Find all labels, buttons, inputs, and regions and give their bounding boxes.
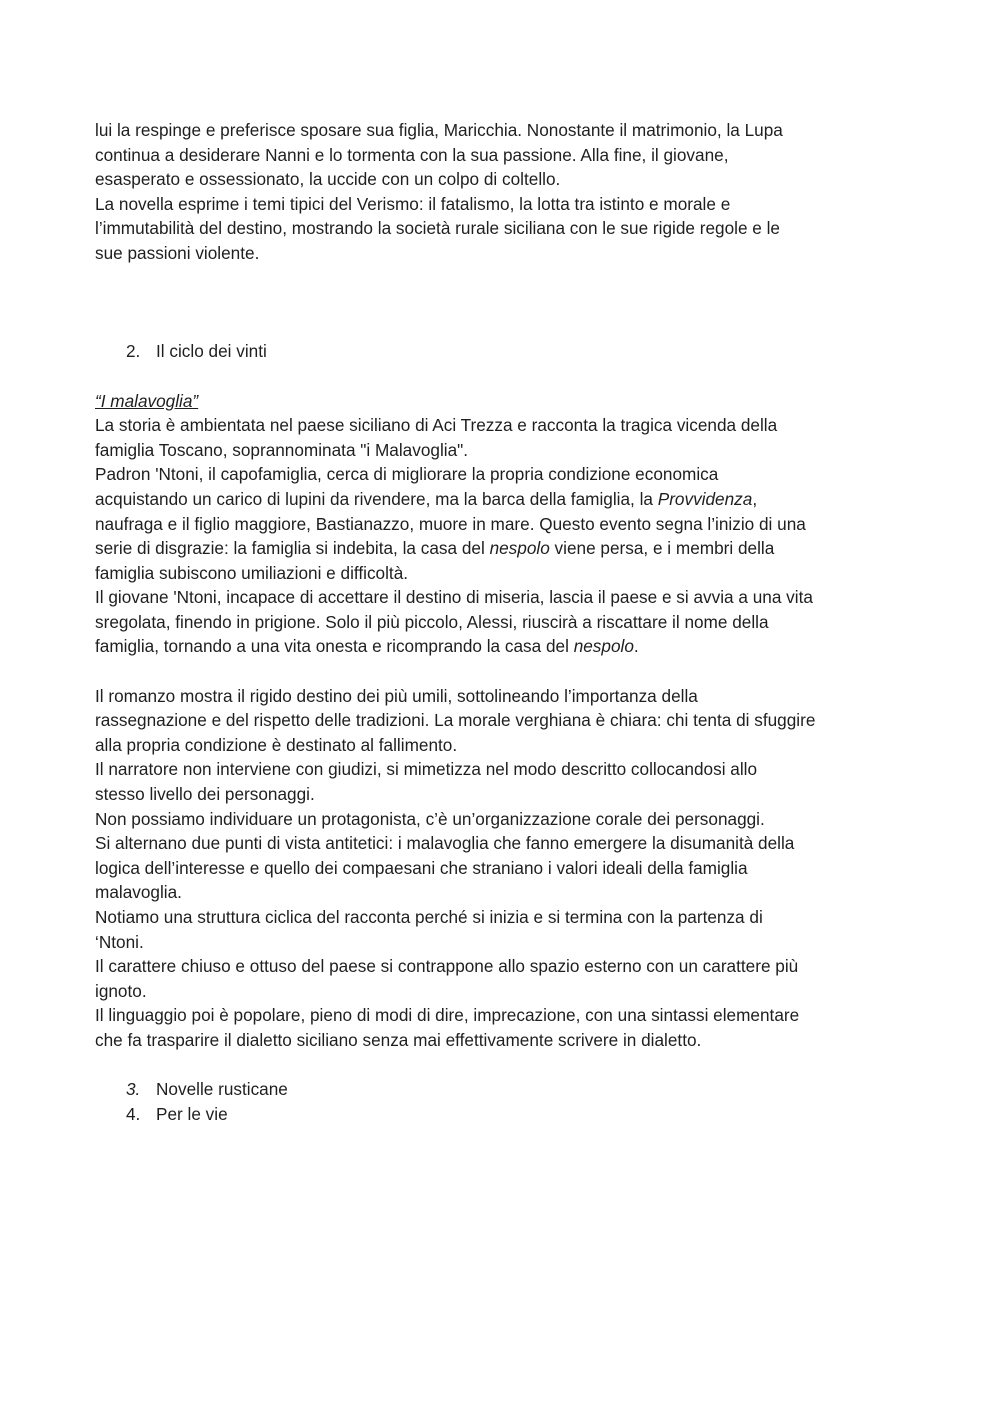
text-line: malavoglia. (95, 882, 182, 903)
text-line: famiglia Toscano, soprannominata "i Malavoglia". (95, 439, 469, 460)
text-line: esasperato e ossessionato, la uccide con un colpo di coltello. (95, 169, 561, 190)
text-line: sregolata, finendo in prigione. Solo il più piccolo, Alessi, riuscirà a riscattare il nome della (95, 611, 769, 632)
book-title: “I malavoglia” (95, 390, 199, 411)
list-label: Novelle rusticane (156, 1079, 288, 1100)
text-line: sue passioni violente. (95, 242, 260, 263)
text-line: Non possiamo individuare un protagonista, c’è un’organizzazione corale dei personaggi. (95, 808, 765, 829)
text-line: Il carattere chiuso e ottuso del paese si contrappone allo spazio esterno con un carattere più (95, 956, 799, 977)
book-section (95, 389, 915, 660)
text-line: famiglia subiscono umiliazioni e difficoltà. (95, 562, 409, 583)
text-line: continua a desiderare Nanni e lo tormenta con la sua passione. Alla fine, il giovane, (95, 144, 729, 165)
list-number: 3. (126, 1079, 141, 1100)
text-line: alla propria condizione è destinato al fallimento. (95, 734, 458, 755)
list-item (126, 1077, 915, 1102)
section-heading (95, 339, 915, 364)
section-list (95, 1077, 915, 1126)
text-line: La storia è ambientata nel paese siciliano di Aci Trezza e racconta la tragica vicenda della (95, 415, 778, 436)
intro-paragraph (95, 118, 915, 266)
text-line: che fa trasparire il dialetto siciliano senza mai effettivamente scrivere in dialetto. (95, 1029, 702, 1050)
text-line: lui la respinge e preferisce sposare sua figlia, Maricchia. Nonostante il matrimonio, la Lupa (95, 120, 783, 140)
text-line: Notiamo una struttura ciclica del racconta perché si inizia e si termina con la partenza di (95, 907, 763, 927)
section-number: 2. (126, 341, 141, 362)
text-line: ‘Ntoni. (95, 931, 144, 952)
list-number: 4. (126, 1103, 141, 1124)
section-title: Il ciclo dei vinti (156, 341, 267, 362)
analysis-section (95, 684, 915, 1053)
text-line: La novella esprime i temi tipici del Verismo: il fatalismo, la lotta tra istinto e morale e (95, 193, 731, 214)
text-line: Il narratore non interviene con giudizi, si mimetizza nel modo descritto collocandosi allo (95, 759, 758, 780)
text-line: rassegnazione e del rispetto delle tradizioni. La morale verghiana è chiara: chi tenta di sfuggire (95, 710, 816, 731)
list-label: Per le vie (156, 1103, 228, 1124)
text-line: famiglia, tornando a una vita onesta e ricomprando la casa del nespolo. (95, 636, 639, 657)
text-line: Si alternano due punti di vista antitetici: i malavoglia che fanno emergere la disumanità della (95, 833, 795, 854)
text-line: naufraga e il figlio maggiore, Bastianazzo, muore in mare. Questo evento segna l’inizio di una (95, 513, 806, 534)
text-line: logica dell’interesse e quello dei compaesani che straniano i valori ideali della famiglia (95, 857, 748, 878)
text-line: stesso livello dei personaggi. (95, 784, 315, 805)
text-line: ignoto. (95, 980, 147, 1001)
text-line: Il giovane 'Ntoni, incapace di accettare il destino di miseria, lascia il paese e si avvia a una vita (95, 587, 813, 608)
text-line: serie di disgrazie: la famiglia si indebita, la casa del nespolo viene persa, e i membri della (95, 538, 775, 559)
text-line: Padron 'Ntoni, il capofamiglia, cerca di migliorare la propria condizione economica (95, 464, 719, 485)
text-line: Il linguaggio poi è popolare, pieno di modi di dire, imprecazione, con una sintassi elementare (95, 1005, 800, 1026)
document-page (95, 118, 915, 1126)
text-line: Il romanzo mostra il rigido destino dei più umili, sottolineando l’importanza della (95, 685, 698, 706)
list-item (126, 1102, 915, 1127)
text-line: acquistando un carico di lupini da rivendere, ma la barca della famiglia, la Provvidenza, (95, 488, 758, 509)
text-line: l’immutabilità del destino, mostrando la società rurale siciliana con le sue rigide regole e le (95, 218, 780, 239)
